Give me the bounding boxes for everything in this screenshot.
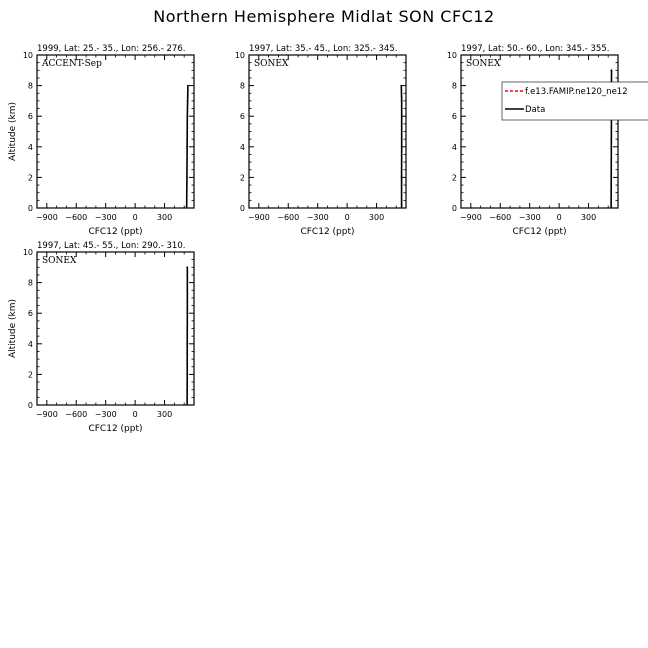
data-point (611, 69, 613, 71)
y-tick-label: 8 (451, 81, 457, 91)
x-axis-label: CFC12 (ppt) (88, 424, 143, 434)
x-tick-label: −600 (65, 213, 88, 222)
y-axis-label: Altitude (km) (8, 298, 18, 359)
x-tick-label: 0 (132, 213, 138, 222)
data-point (187, 85, 189, 87)
y-tick-label: 4 (27, 339, 33, 349)
data-point (186, 266, 188, 268)
data-point (186, 343, 188, 345)
x-tick-label: −600 (277, 213, 300, 222)
data-point (401, 177, 403, 179)
data-point (186, 115, 188, 117)
x-tick-label: 300 (156, 410, 173, 419)
y-tick-label: 6 (451, 112, 457, 122)
x-tick-label: −900 (35, 410, 58, 419)
y-tick-label: 10 (22, 51, 33, 60)
chart-panel-3 (447, 44, 648, 237)
legend-label: f.e13.FAMIP.ne120_ne12 (525, 87, 628, 97)
panel-label: SONEX (254, 59, 289, 69)
x-axis-label: CFC12 (ppt) (88, 227, 143, 237)
panel-title: 1997, Lat: 45.- 55., Lon: 290.- 310. (37, 241, 186, 251)
page-title: Northern Hemisphere Midlat SON CFC12 (153, 7, 495, 26)
y-tick-label: 2 (27, 370, 33, 380)
data-point (610, 177, 612, 179)
x-tick-label: −600 (489, 213, 512, 222)
x-tick-label: −900 (247, 213, 270, 222)
panel-label: ACCENT-Sep (42, 59, 102, 69)
data-point (186, 177, 188, 179)
y-tick-label: 4 (239, 142, 245, 152)
panel-title: 1999, Lat: 25.- 35., Lon: 256.- 276. (37, 44, 186, 54)
plot-frame (249, 55, 406, 208)
x-tick-label: −300 (518, 213, 541, 222)
y-tick-label: 8 (27, 278, 33, 288)
y-tick-label: 4 (27, 142, 33, 152)
y-tick-label: 10 (234, 51, 245, 60)
y-tick-label: 0 (239, 204, 245, 213)
data-point (186, 374, 188, 376)
data-point (401, 207, 403, 209)
y-tick-label: 2 (451, 173, 457, 183)
legend (502, 82, 648, 120)
y-tick-label: 6 (239, 112, 245, 122)
data-point (186, 404, 188, 406)
y-axis-label: Altitude (km) (8, 101, 18, 162)
data-point (186, 146, 188, 148)
chart-panel-4 (8, 241, 194, 434)
data-point (610, 146, 612, 148)
x-tick-label: −300 (306, 213, 329, 222)
panel-label: SONEX (42, 256, 77, 266)
y-tick-label: 0 (27, 401, 33, 410)
data-point (401, 100, 403, 102)
data-point (186, 312, 188, 314)
x-tick-label: 300 (368, 213, 385, 222)
panel-title: 1997, Lat: 50.- 60., Lon: 345.- 355. (461, 44, 610, 54)
y-tick-label: 10 (22, 248, 33, 257)
y-tick-label: 6 (27, 112, 33, 122)
x-tick-label: 300 (156, 213, 173, 222)
panel-title: 1997, Lat: 35.- 45., Lon: 325.- 345. (249, 44, 398, 54)
y-tick-label: 2 (239, 173, 245, 183)
panel-label: SONEX (466, 59, 501, 69)
x-tick-label: 0 (344, 213, 350, 222)
y-tick-label: 0 (27, 204, 33, 213)
y-tick-label: 0 (451, 204, 457, 213)
plot-frame (37, 252, 194, 405)
x-tick-label: −300 (94, 213, 117, 222)
plot-frame (461, 55, 618, 208)
x-tick-label: −900 (459, 213, 482, 222)
x-tick-label: −900 (35, 213, 58, 222)
x-axis-label: CFC12 (ppt) (300, 227, 355, 237)
x-tick-label: 0 (132, 410, 138, 419)
data-point (187, 100, 189, 102)
y-tick-label: 8 (239, 81, 245, 91)
x-tick-label: 300 (580, 213, 597, 222)
y-tick-label: 10 (446, 51, 457, 60)
plot-frame (37, 55, 194, 208)
chart-panel-1 (8, 44, 194, 237)
data-point (400, 85, 402, 87)
data-point (186, 207, 188, 209)
y-tick-label: 4 (451, 142, 457, 152)
chart-panel-2 (235, 44, 406, 237)
data-point (610, 207, 612, 209)
y-tick-label: 6 (27, 309, 33, 319)
x-tick-label: −600 (65, 410, 88, 419)
x-tick-label: −300 (94, 410, 117, 419)
legend-label: Data (525, 105, 546, 115)
x-tick-label: 0 (556, 213, 562, 222)
y-tick-label: 8 (27, 81, 33, 91)
y-tick-label: 2 (27, 173, 33, 183)
x-axis-label: CFC12 (ppt) (512, 227, 567, 237)
data-point (401, 146, 403, 148)
